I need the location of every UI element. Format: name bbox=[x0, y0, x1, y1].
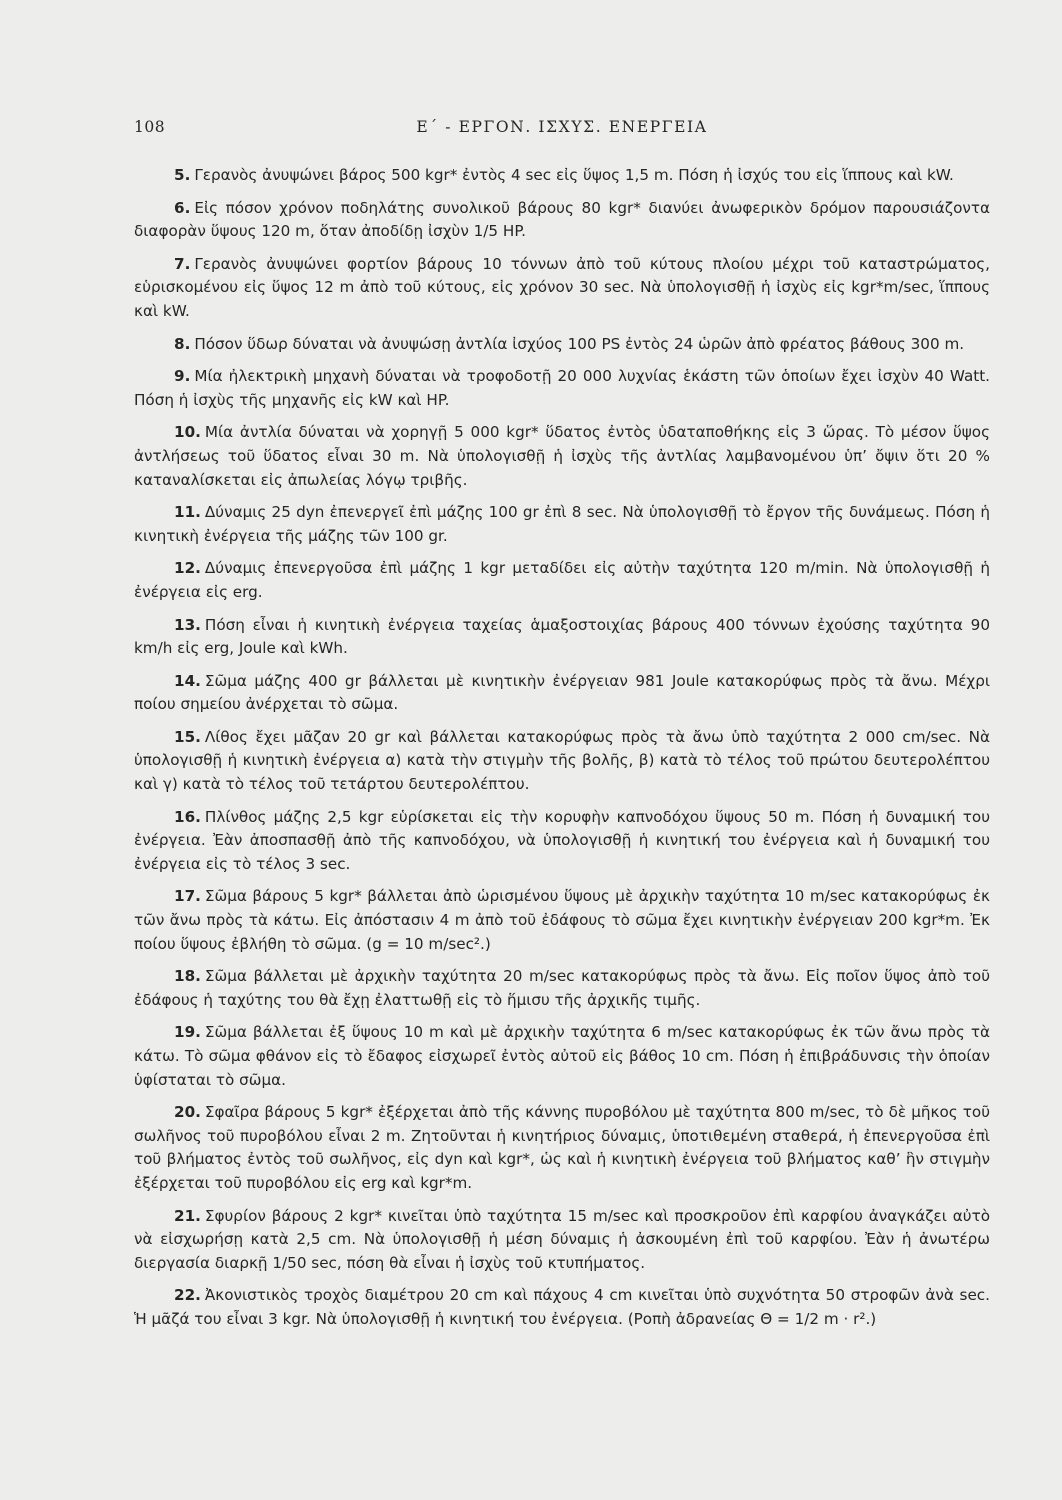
problem-item bbox=[134, 365, 990, 412]
problem-text: Δύναμις 25 dyn ἐπενεργεῖ ἐπὶ μάζης 100 gr ἐπὶ 8 sec. Νὰ ὑπολογισθῇ τὸ ἔργον τῆς δυνάμεως. Πόση ἡ κινητικὴ ἐνέργεια τῆς μάζης τῶν 100 gr. bbox=[134, 503, 990, 545]
problem-text: Σῶμα βάρους 5 kgr* βάλλεται ἀπὸ ὡρισμένου ὕψους μὲ ἀρχικὴν ταχύτητα 10 m/sec κατακορύφως ἐκ τῶν ἄνω πρὸς τὰ κάτω. Εἰς ἀπόστασιν 4 m ἀπὸ τοῦ ἐδάφους τὸ σῶμα ἔχει κινητικὴν ἐνέργειαν 200 kgr*m. Ἐκ ποίου ὕψους ἐβλήθη τὸ σῶμα. (g = 10 m/sec².) bbox=[134, 887, 990, 953]
problem-item bbox=[134, 726, 990, 797]
page-header bbox=[134, 118, 990, 142]
problem-item bbox=[134, 1284, 990, 1331]
problem-number: 9. bbox=[174, 367, 191, 386]
problem-number: 7. bbox=[174, 254, 191, 273]
problem-text: Σῶμα βάλλεται μὲ ἀρχικὴν ταχύτητα 20 m/sec κατακορύφως πρὸς τὰ ἄνω. Εἰς ποῖον ὕψος ἀπὸ τοῦ ἐδάφους ἡ ταχύτης του θὰ ἔχῃ ἐλαττωθῇ εἰς τὸ ἥμισυ τῆς ἀρχικῆς τιμῆς. bbox=[134, 967, 990, 1009]
problem-item bbox=[134, 965, 990, 1012]
problem-item bbox=[134, 333, 990, 357]
problem-number: 5. bbox=[174, 166, 191, 184]
problem-text: Σῶμα βάλλεται ἐξ ὕψους 10 m καὶ μὲ ἀρχικὴν ταχύτητα 6 m/sec κατακορύφως ἐκ τῶν ἄνω πρὸς τὰ κάτω. Τὸ σῶμα φθάνον εἰς τὸ ἔδαφος εἰσχωρεῖ ἐντὸς αὐτοῦ εἰς βάθος 10 cm. Πόση ἡ ἐπιβράδυνσις τὴν ὁποίαν ὑφίσταται τὸ σῶμα. bbox=[134, 1023, 990, 1089]
problem-number: 15. bbox=[174, 727, 201, 746]
problem-number: 10. bbox=[174, 423, 201, 442]
problem-item bbox=[134, 614, 990, 661]
problem-text: Μία ἠλεκτρικὴ μηχανὴ δύναται νὰ τροφοδοτῇ 20 000 λυχνίας ἑκάστη τῶν ὁποίων ἔχει ἰσχὺν 40 Watt. Πόση ἡ ἰσχὺς τῆς μηχανῆς εἰς kW καὶ HP. bbox=[134, 367, 990, 409]
problem-number: 21. bbox=[174, 1206, 201, 1225]
problem-number: 6. bbox=[174, 198, 191, 217]
problem-item bbox=[134, 197, 990, 244]
problem-number: 11. bbox=[174, 503, 201, 522]
problem-number: 14. bbox=[174, 671, 201, 690]
problem-number: 22. bbox=[174, 1286, 201, 1305]
problem-text: Πόσον ὕδωρ δύναται νὰ ἀνυψώσῃ ἀντλία ἰσχύος 100 PS ἐντὸς 24 ὡρῶν ἀπὸ φρέατος βάθους 300 m. bbox=[194, 334, 965, 353]
problem-text: Σφαῖρα βάρους 5 kgr* ἐξέρχεται ἀπὸ τῆς κάννης πυροβόλου μὲ ταχύτητα 800 m/sec, τὸ δὲ μῆκος τοῦ σωλῆνος τοῦ πυροβόλου εἶναι 2 m. Ζητοῦνται ἡ κινητήριος δύναμις, ὑποτιθεμένη σταθερά, ἡ ἐπενεργοῦσα ἐπὶ τοῦ βλήματος ἐντὸς τοῦ σωλῆνος, εἰς dyn καὶ kgr*, ὡς καὶ ἡ κινητικὴ ἐνέργεια τοῦ βλήματος καθ’ ἣν στιγμὴν ἐξέρχεται τοῦ πυροβόλου εἰς erg καὶ kgr*m. bbox=[134, 1103, 990, 1192]
problem-text: Εἰς πόσον χρόνον ποδηλάτης συνολικοῦ βάρους 80 kgr* διανύει ἀνωφερικὸν δρόμον παρουσιάζοντα διαφορὰν ὕψους 120 m, ὅταν ἀποδίδῃ ἰσχὺν 1/5 HP. bbox=[134, 198, 990, 241]
problem-item bbox=[134, 670, 990, 717]
problem-number: 16. bbox=[174, 807, 201, 826]
problem-number: 19. bbox=[174, 1023, 201, 1042]
problem-number: 13. bbox=[174, 615, 201, 634]
problem-item bbox=[134, 557, 990, 604]
problem-text: Γερανὸς ἀνυψώνει φορτίον βάρους 10 τόννων ἀπὸ τοῦ κύτους πλοίου μέχρι τοῦ καταστρώματος, εὑρισκομένου εἰς ὕψος 12 m ἀπὸ τοῦ κύτους, εἰς χρόνον 30 sec. Νὰ ὑπολογισθῇ ἡ ἰσχὺς εἰς kgr*m/sec, ἵππους καὶ kW. bbox=[134, 254, 990, 320]
problem-list bbox=[134, 164, 990, 1341]
problem-text: Πλίνθος μάζης 2,5 kgr εὑρίσκεται εἰς τὴν κορυφὴν καπνοδόχου ὕψους 50 m. Πόση ἡ δυναμική του ἐνέργεια. Ἐὰν ἀποσπασθῇ ἀπὸ τῆς καπνοδόχου, νὰ ὑπολογισθῇ ἡ κινητική του ἐνέργεια καὶ ἡ δυναμική του ἐνέργεια εἰς τὸ τέλος 3 sec. bbox=[134, 807, 990, 873]
problem-text: Σφυρίον βάρους 2 kgr* κινεῖται ὑπὸ ταχύτητα 15 m/sec καὶ προσκροῦον ἐπὶ καρφίου ἀναγκάζει αὐτὸ νὰ εἰσχωρήσῃ κατὰ 2,5 cm. Νὰ ὑπολογισθῇ ἡ μέση δύναμις ἡ ἀσκουμένη ἐπὶ τοῦ καρφίου. Ἐὰν ἡ ἀνωτέρω διεργασία διαρκῇ 1/50 sec, πόση θὰ εἶναι ἡ ἰσχὺς τοῦ κτυπήματος. bbox=[134, 1206, 990, 1272]
problem-text: Μία ἀντλία δύναται νὰ χορηγῇ 5 000 kgr* ὕδατος ἐντὸς ὑδαταποθήκης εἰς 3 ὥρας. Τὸ μέσον ὕψος ἀντλήσεως τοῦ ὕδατος εἶναι 30 m. Νὰ ὑπολογισθῇ ἡ ἰσχὺς τῆς ἀντλίας λαμβανομένου ὑπ’ ὄψιν ὅτι 20 % καταναλίσκεται εἰς ἀπωλείας λόγῳ τριβῆς. bbox=[134, 423, 990, 489]
problem-item bbox=[134, 885, 990, 956]
problem-text: Ἀκονιστικὸς τροχὸς διαμέτρου 20 cm καὶ πάχους 4 cm κινεῖται ὑπὸ συχνότητα 50 στροφῶν ἀνὰ sec. Ἡ μᾶζά του εἶναι 3 kgr. Νὰ ὑπολογισθῇ ἡ κινητική του ἐνέργεια. (Ροπὴ ἀδρανείας Θ = 1/2 m · r².) bbox=[134, 1286, 990, 1328]
problem-item bbox=[134, 421, 990, 492]
running-title: Ε΄ - ΕΡΓΟΝ. ΙΣΧΥΣ. ΕΝΕΡΓΕΙΑ bbox=[416, 118, 708, 136]
problem-item bbox=[134, 1101, 990, 1195]
problem-number: 20. bbox=[174, 1103, 201, 1122]
problem-item bbox=[134, 1205, 990, 1276]
problem-item bbox=[134, 253, 990, 324]
problem-number: 12. bbox=[174, 559, 201, 578]
problem-text: Δύναμις ἐπενεργοῦσα ἐπὶ μάζης 1 kgr μεταδίδει εἰς αὐτὴν ταχύτητα 120 m/min. Νὰ ὑπολογισθῇ ἡ ἐνέργεια εἰς erg. bbox=[134, 559, 990, 601]
problem-item bbox=[134, 806, 990, 877]
problem-number: 8. bbox=[174, 334, 191, 353]
problem-text: Πόση εἶναι ἡ κινητικὴ ἐνέργεια ταχείας ἁμαξοστοιχίας βάρους 400 τόννων ἐχούσης ταχύτητα 90 km/h εἰς erg, Joule καὶ kWh. bbox=[134, 615, 990, 658]
page-number: 108 bbox=[134, 118, 166, 136]
problem-text: Γερανὸς ἀνυψώνει βάρος 500 kgr* ἐντὸς 4 sec εἰς ὕψος 1,5 m. Πόση ἡ ἰσχύς του εἰς ἵππους καὶ kW. bbox=[194, 166, 954, 184]
problem-number: 18. bbox=[174, 967, 201, 986]
problem-text: Λίθος ἔχει μᾶζαν 20 gr καὶ βάλλεται κατακορύφως πρὸς τὰ ἄνω ὑπὸ ταχύτητα 2 000 cm/sec. Νὰ ὑπολογισθῇ ἡ κινητικὴ ἐνέργεια α) κατὰ τὴν στιγμὴν τῆς βολῆς, β) κατὰ τὸ τέλος τοῦ πρώτου δευτερολέπτου καὶ γ) κατὰ τὸ τέλος τοῦ τετάρτου δευτερολέπτου. bbox=[134, 727, 990, 794]
problem-number: 17. bbox=[174, 887, 201, 906]
problem-text: Σῶμα μάζης 400 gr βάλλεται μὲ κινητικὴν ἐνέργειαν 981 Joule κατακορύφως πρὸς τὰ ἄνω. Μέχρι ποίου σημείου ἀνέρχεται τὸ σῶμα. bbox=[134, 671, 990, 714]
problem-item bbox=[134, 164, 990, 188]
problem-item bbox=[134, 501, 990, 548]
problem-item bbox=[134, 1021, 990, 1092]
